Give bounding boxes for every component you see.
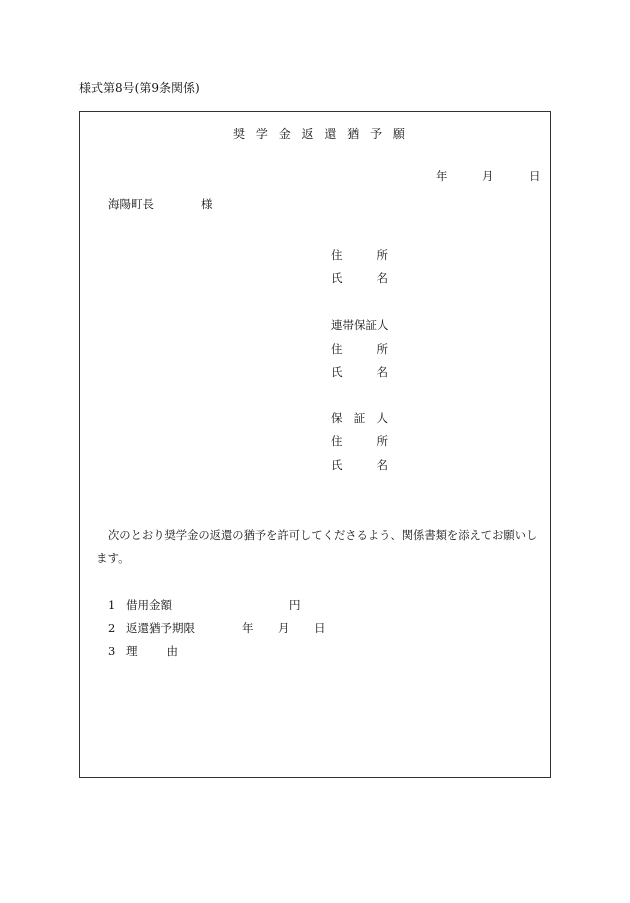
form-title: [233, 128, 405, 140]
date-month-label: 月: [482, 169, 494, 183]
title-char: 還: [324, 127, 337, 141]
request-text-line1: 次のとおり奨学金の返還の猶予を許可してくださるよう、関係書類を添えてお願いし: [108, 529, 538, 542]
deferment-deadline-label: 返還猶予期限: [126, 621, 195, 635]
request-text-line2: ます。: [96, 551, 130, 565]
item-number: 1: [108, 598, 116, 612]
addressee-honorific: 様: [201, 197, 213, 211]
deadline-day-label: 日: [314, 621, 326, 635]
applicant-name-label: 氏 名: [331, 271, 388, 285]
joint-guarantor-name-label: 氏 名: [331, 365, 388, 379]
title-char: 予: [370, 127, 383, 141]
item-number: 3: [108, 644, 116, 658]
title-char: 奨: [233, 127, 246, 141]
reason-label: 理 由: [126, 644, 178, 658]
guarantor-heading: 保 証 人: [331, 411, 388, 425]
applicant-address-label: 住 所: [331, 248, 388, 262]
loan-amount-unit: 円: [289, 598, 301, 612]
joint-guarantor-address-label: 住 所: [331, 342, 388, 356]
form-border: [79, 111, 551, 778]
date-day-label: 日: [529, 169, 541, 183]
deadline-year-label: 年: [242, 621, 254, 635]
form-number: 様式第8号(第9条関係): [79, 81, 200, 95]
title-char: 猶: [347, 127, 360, 141]
addressee-name: 海陽町長: [108, 197, 154, 211]
date-year-label: 年: [436, 169, 448, 183]
title-char: 金: [278, 127, 291, 141]
guarantor-address-label: 住 所: [331, 434, 388, 448]
loan-amount-label: 借用金額: [126, 598, 172, 612]
title-char: 願: [392, 127, 405, 141]
guarantor-name-label: 氏 名: [331, 458, 388, 472]
joint-guarantor-heading: 連帯保証人: [331, 318, 389, 332]
item-number: 2: [108, 621, 116, 635]
title-char: 学: [255, 127, 268, 141]
deadline-month-label: 月: [278, 621, 290, 635]
title-char: 返: [301, 127, 314, 141]
